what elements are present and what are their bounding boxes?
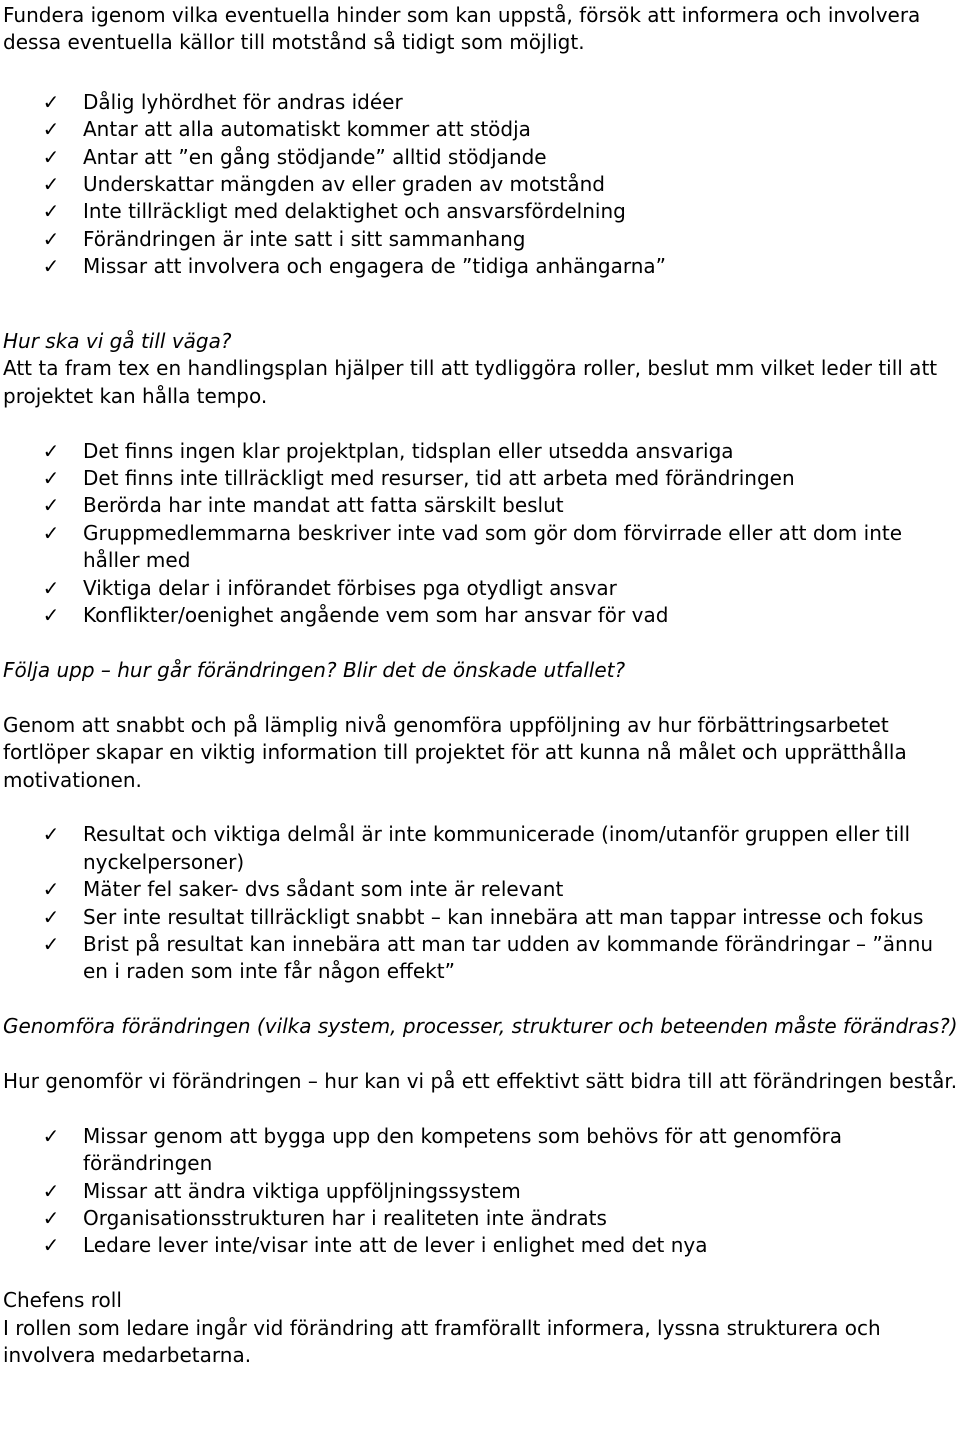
list-item (3, 575, 958, 602)
list-item-text: Konflikter/oenighet angående vem som har ansvar för vad (83, 603, 669, 628)
list-item-text: Antar att alla automatiskt kommer att stödja (83, 117, 531, 142)
section-body: Hur genomför vi förändringen – hur kan vi på ett effektivt sätt bidra till att förändringen består. (3, 1068, 958, 1093)
checkmark-icon: ✓ (42, 1205, 60, 1230)
list-item (3, 904, 958, 931)
list-item (3, 931, 958, 986)
list-item (3, 821, 958, 876)
checkmark-icon: ✓ (42, 493, 60, 518)
list-item-text: Viktiga delar i införandet förbises pga otydligt ansvar (83, 575, 617, 600)
section-heading: Följa upp – hur går förändringen? Blir det de önskade utfallet? (3, 657, 626, 682)
checkmark-icon: ✓ (42, 931, 60, 956)
list-item (3, 171, 958, 198)
followup-issues-list (3, 821, 958, 985)
list-item (3, 1205, 958, 1232)
checkmark-icon: ✓ (42, 144, 60, 169)
list-item (3, 602, 958, 629)
list-item (3, 1178, 958, 1205)
section-heading: Genomföra förändringen (vilka system, processer, strukturer och beteenden måste förändras?) (3, 1014, 958, 1039)
spacer (3, 794, 958, 821)
section-body: Att ta fram tex en handlingsplan hjälper till att tydliggöra roller, beslut mm vilket leder till att projektet kan hålla tempo. (3, 356, 938, 408)
list-item (3, 1232, 958, 1259)
checkmark-icon: ✓ (42, 1178, 60, 1203)
list-item-text: Berörda har inte mandat att fatta särskilt beslut (83, 493, 564, 518)
checkmark-icon: ✓ (42, 1233, 60, 1258)
spacer (3, 57, 958, 89)
section-heading: Chefens roll (3, 1288, 122, 1313)
checkmark-icon: ✓ (42, 822, 60, 847)
checkmark-icon: ✓ (42, 603, 60, 628)
list-item (3, 465, 958, 492)
list-item (3, 116, 958, 143)
list-item (3, 520, 958, 575)
checkmark-icon: ✓ (42, 89, 60, 114)
list-item (3, 1123, 958, 1178)
list-item-text: Ser inte resultat tillräckligt snabbt – kan innebära att man tappar intresse och fokus (83, 904, 924, 929)
checkmark-icon: ✓ (42, 172, 60, 197)
spacer (3, 410, 958, 437)
list-item-text: Gruppmedlemmarna beskriver inte vad som gör dom förvirrade eller att dom inte håller med (83, 520, 903, 573)
plan-issues-list (3, 438, 958, 630)
obstacles-list (3, 89, 958, 281)
list-item (3, 253, 958, 280)
checkmark-icon: ✓ (42, 226, 60, 251)
checkmark-icon: ✓ (42, 1123, 60, 1148)
spacer (3, 281, 958, 308)
implementation-issues-list (3, 1123, 958, 1260)
checkmark-icon: ✓ (42, 438, 60, 463)
list-item-text: Mäter fel saker- dvs sådant som inte är relevant (83, 877, 564, 902)
spacer (3, 1041, 958, 1068)
list-item (3, 89, 958, 116)
checkmark-icon: ✓ (42, 520, 60, 545)
spacer (3, 1260, 958, 1287)
list-item-text: Resultat och viktiga delmål är inte kommunicerade (inom/utanför gruppen eller till nyckelpersoner) (83, 822, 911, 874)
checkmark-icon: ✓ (42, 254, 60, 279)
checkmark-icon: ✓ (42, 117, 60, 142)
checkmark-icon: ✓ (42, 904, 60, 929)
spacer (3, 308, 958, 328)
list-item (3, 876, 958, 903)
spacer (3, 630, 958, 657)
spacer (3, 986, 958, 1013)
document-page (3, 2, 958, 1369)
list-item-text: Dålig lyhördhet för andras idéer (83, 89, 403, 114)
list-item-text: Antar att ”en gång stödjande” alltid stödjande (83, 144, 547, 169)
spacer (3, 1095, 958, 1122)
list-item-text: Ledare lever inte/visar inte att de lever i enlighet med det nya (83, 1233, 708, 1258)
section-body: I rollen som ledare ingår vid förändring att framförallt informera, lyssna strukturera och involvera medarbetarna. (3, 1315, 881, 1367)
checkmark-icon: ✓ (42, 199, 60, 224)
intro-paragraph: Fundera igenom vilka eventuella hinder som kan uppstå, försök att informera och involvera dessa eventuella källor till motstånd så tidigt som möjligt. (3, 3, 921, 55)
list-item (3, 144, 958, 171)
section-heading: Hur ska vi gå till väga? (3, 329, 232, 354)
list-item-text: Missar att involvera och engagera de ”tidiga anhängarna” (83, 254, 666, 279)
list-item (3, 492, 958, 519)
list-item-text: Förändringen är inte satt i sitt sammanhang (83, 226, 526, 251)
list-item (3, 438, 958, 465)
list-item-text: Inte tillräckligt med delaktighet och ansvarsfördelning (83, 199, 626, 224)
list-item-text: Det finns inte tillräckligt med resurser, tid att arbeta med förändringen (83, 466, 795, 491)
checkmark-icon: ✓ (42, 877, 60, 902)
list-item-text: Organisationsstrukturen har i realiteten inte ändrats (83, 1205, 607, 1230)
list-item-text: Missar att ändra viktiga uppföljningssystem (83, 1178, 521, 1203)
section-body: Genom att snabbt och på lämplig nivå genomföra uppföljning av hur förbättringsarbetet fortlöper skapar en viktig information till projektet för att kunna nå målet och upprätthålla motivationen. (3, 712, 907, 792)
list-item-text: Det finns ingen klar projektplan, tidsplan eller utsedda ansvariga (83, 438, 734, 463)
list-item-text: Brist på resultat kan innebära att man tar udden av kommande förändringar – ”ännu en i raden som inte får någon effekt” (83, 931, 934, 984)
list-item-text: Missar genom att bygga upp den kompetens som behövs för att genomföra förändringen (83, 1123, 843, 1176)
list-item (3, 198, 958, 225)
list-item (3, 226, 958, 253)
checkmark-icon: ✓ (42, 575, 60, 600)
checkmark-icon: ✓ (42, 466, 60, 491)
list-item-text: Underskattar mängden av eller graden av motstånd (83, 172, 605, 197)
spacer (3, 684, 958, 711)
